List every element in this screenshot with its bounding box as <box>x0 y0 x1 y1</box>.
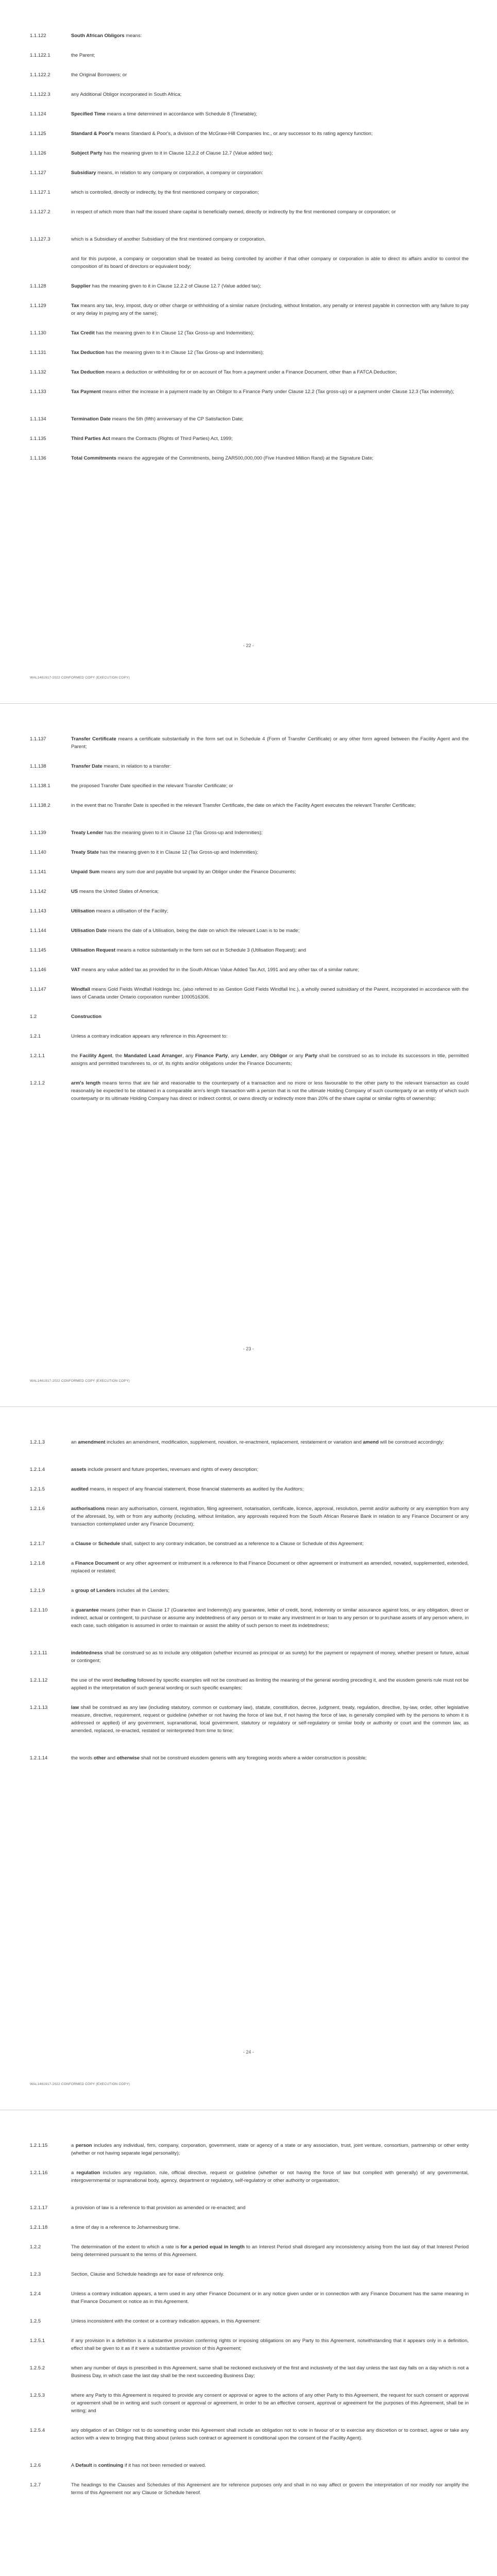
clause-text: if any provision in a definition is a substantive provision conferring rights or imposing obligations on any Party to this Agreement, notwithstanding that it appears only in a definition, effect shall be given to it as if it were a substantive provision of this Agreement; <box>71 2338 469 2351</box>
clause-text: Construction <box>71 1014 102 1020</box>
clause-text: Tax Credit has the meaning given to it in Clause 12 (Tax Gross-up and Indemnities); <box>71 330 254 336</box>
clause-text: the proposed Transfer Date specified in the relevant Transfer Certificate; or <box>71 783 233 789</box>
clause-number: 1.2.1.10 <box>30 1607 48 1613</box>
clause-text: VAT means any value added tax as provided for in the South African Value Added Tax Act, 1991 and any other tax of a similar nature; <box>71 967 359 973</box>
clause-text: any obligation of an Obligor not to do something under this Agreement shall include an obligation not to vote in favour of or to exercise any discretion or to contract, agree or take any action with a view to bringing that thing about (unless such contract or agreement is conditional upon the consent of the Facility Agent). <box>71 2428 469 2441</box>
clause-text: a regulation includes any regulation, rule, official directive, request or guideline (whether or not having the force of law but complied with generally) of any governmental, intergovernmental or supranational body, agency, department or regulatory, self-regulatory or other authority or organisation; <box>71 2170 469 2183</box>
clause-text: Unpaid Sum means any sum due and payable but unpaid by an Obligor under the Finance Documents; <box>71 869 296 875</box>
clause-text: A Default is continuing if it has not been remedied or waived. <box>71 2463 206 2468</box>
clause-number: 1.1.139 <box>30 830 46 836</box>
clause-text: assets include present and future properties, revenues and rights of every description; <box>71 1467 259 1472</box>
clause-number: 1.1.142 <box>30 889 46 894</box>
clause-number: 1.1.127.2 <box>30 209 50 215</box>
page-number: - 24 - <box>243 2049 254 2055</box>
page-number: - 22 - <box>243 643 254 648</box>
document-footer: WAL1461917-2022 CONFORMED COPY (EXECUTION COPY) <box>30 2082 130 2086</box>
clause-number: 1.1.125 <box>30 131 46 137</box>
clause-number: 1.2.1.13 <box>30 1705 48 1710</box>
clause-number: 1.1.144 <box>30 928 46 934</box>
clause-number: 1.2.5.3 <box>30 2393 45 2398</box>
clause-text: South African Obligors means: <box>71 33 142 39</box>
clause-number: 1.1.122.3 <box>30 92 50 97</box>
clause-text: Windfall means Gold Fields Windfall Holdings Inc. (also referred to as Gestion Gold Fields Windfall Inc.), a wholly owned subsidiary of the Parent, incorporated in accordance with the laws of Canada under Ontario corporation number 1000516306. <box>71 987 469 1000</box>
clause-number: 1.2.5.2 <box>30 2365 45 2371</box>
clause-number: 1.2.1 <box>30 1033 41 1039</box>
clause-number: 1.2.1.2 <box>30 1080 45 1086</box>
clause-text: Utilisation Date means the date of a Utilisation, being the date on which the relevant Loan is to be made; <box>71 928 300 934</box>
clause-number: 1.2.1.17 <box>30 2205 48 2211</box>
clause-number: 1.2.5.1 <box>30 2338 45 2344</box>
clause-text: a group of Lenders includes all the Lenders; <box>71 1588 170 1594</box>
clause-number: 1.1.127 <box>30 170 46 176</box>
clause-number: 1.1.127.1 <box>30 190 50 195</box>
clause-number: 1.2.1.1 <box>30 1053 45 1059</box>
clause-text: in the event that no Transfer Date is specified in the relevant Transfer Certificate, the date on which the Facility Agent executes the relevant Transfer Certificate; <box>71 803 416 808</box>
clause-text: any Additional Obligor incorporated in South Africa; <box>71 92 182 97</box>
clause-text: Tax Deduction means a deduction or withholding for or on account of Tax from a payment under a Finance Document, other than a FATCA Deduction; <box>71 369 397 375</box>
clause-number: 1.2.2 <box>30 2244 41 2250</box>
clause-number: 1.1.134 <box>30 416 46 422</box>
clause-text: a person includes any individual, firm, company, corporation, government, state or agency of a state or any association, trust, joint venture, consortium, partnership or other entity (whether or not having separate legal personality); <box>71 2143 469 2156</box>
clause-text: in respect of which more than half the issued share capital is beneficially owned, directly or indirectly by the first mentioned company or corporation; or <box>71 209 396 215</box>
document-page <box>0 703 497 1406</box>
clause-number: 1.1.130 <box>30 330 46 336</box>
clause-number: 1.1.122.1 <box>30 53 50 58</box>
document-page <box>0 0 497 703</box>
clause-text: a Finance Document or any other agreement or instrument is a reference to that Finance Document or other agreement or instrument as amended, novated, supplemented, extended, replaced or restated; <box>71 1561 469 1574</box>
clause-number: 1.1.140 <box>30 850 46 855</box>
clause-text: Tax means any tax, levy, impost, duty or other charge or withholding of a similar nature (including, without limitation, any penalty or interest payable in connection with any failure to pay or any delay in paying any of the same); <box>71 303 469 316</box>
clause-text: Unless inconsistent with the context or a contrary indication appears, in this Agreement: <box>71 2318 261 2324</box>
clause-text: Subject Party has the meaning given to it in Clause 12.2.2 of Clause 12.7 (Value added tax); <box>71 150 273 156</box>
clause-number: 1.2.7 <box>30 2482 41 2488</box>
clause-text: authorisations mean any authorisation, consent, registration, filing agreement, notarisation, certificate, licence, approval, resolution, permit and/or authority or any exemption from any of the aforesaid, by, with or from any authority (including, without limitation, any approvals required from the South African Reserve Bank in relation to any Finance Document or any transaction contemplated under any Finance Document); <box>71 1506 469 1527</box>
document-page <box>0 1406 497 2110</box>
clause-text: a guarantee means (other than in Clause 17 (Guarantee and Indemnity)) any guarantee, letter of credit, bond, indemnity or similar assurance against loss, or any obligation, direct or indirect, actual or contingent, to purchase or assume any indebtedness of any person or to make any investment in or loan to any person or to purchase assets of any person where, in each case, such obligation is assumed in order to maintain or assist the ability of such person to meet its indebtedness; <box>71 1607 469 1629</box>
clause-number: 1.2.1.7 <box>30 1541 45 1547</box>
clause-number: 1.2.1.15 <box>30 2143 48 2148</box>
clause-text: Total Commitments means the aggregate of the Commitments, being ZAR500,000,000 (Five Hundred Million Rand) at the Signature Date; <box>71 455 373 461</box>
clause-text: a Clause or Schedule shall, subject to any contrary indication, be construed as a reference to a Clause or Schedule of this Agreement; <box>71 1541 364 1547</box>
page-number: - 23 - <box>243 1346 254 1351</box>
clause-number: 1.2.1.9 <box>30 1588 45 1594</box>
page-divider <box>0 1406 497 1407</box>
clause-text: Subsidiary means, in relation to any company or corporation, a company or corporation: <box>71 170 263 176</box>
clause-text: an amendment includes an amendment, modification, supplement, novation, re-enactment, replacement, restatement or variation and amend will be construed accordingly; <box>71 1439 444 1445</box>
clause-text: US means the United States of America; <box>71 889 159 894</box>
clause-text: Termination Date means the 5th (fifth) anniversary of the CP Satisfaction Date; <box>71 416 244 422</box>
clause-number: 1.1.146 <box>30 967 46 973</box>
clause-text: the Facility Agent, the Mandated Lead Arranger, any Finance Party, any Lender, any Obligor or any Party shall be construed so as to include its successors in title, permitted assigns and permitted transferees to, or of, its rights and/or obligations under the Finance Documents; <box>71 1053 469 1066</box>
clause-number: 1.1.138.1 <box>30 783 50 789</box>
clause-number: 1.1.145 <box>30 947 46 953</box>
clause-text: when any number of days is prescribed in this Agreement, same shall be reckoned exclusively of the first and inclusively of the last day unless the last day falls on a day which is not a Business Day, in which case the last day shall be the next succeeding Business Day; <box>71 2365 469 2379</box>
clause-number: 1.2.3 <box>30 2272 41 2277</box>
clause-text: the use of the word including followed by specific examples will not be construed as limiting the meaning of the general wording preceding it, and the eiusdem generis rule must not be applied in the interpretation of such general wording or such specific examples; <box>71 1677 469 1691</box>
clause-text: Transfer Certificate means a certificate substantially in the form set out in Schedule 4 (Form of Transfer Certificate) or any other form agreed between the Facility Agent and the Parent; <box>71 736 469 750</box>
clause-number: 1.1.126 <box>30 150 46 156</box>
clause-text: Utilisation means a utilisation of the Facility; <box>71 908 168 914</box>
clause-number: 1.2.4 <box>30 2291 41 2297</box>
clause-number: 1.2.6 <box>30 2463 41 2468</box>
clause-text: the words other and otherwise shall not be construed eiusdem generis with any foregoing words where a wider construction is possible; <box>71 1755 367 1761</box>
clause-number: 1.1.131 <box>30 350 46 355</box>
clause-number: 1.1.129 <box>30 303 46 309</box>
clause-number: 1.2.5.4 <box>30 2428 45 2433</box>
clause-number: 1.1.136 <box>30 455 46 461</box>
clause-number: 1.1.138.2 <box>30 803 50 808</box>
clause-number: 1.1.128 <box>30 283 46 289</box>
clause-text: which is controlled, directly or indirectly, by the first mentioned company or corporation; <box>71 190 259 195</box>
document-footer: WAL1461917-2022 CONFORMED COPY (EXECUTION COPY) <box>30 1379 130 1383</box>
clause-number: 1.2.1.14 <box>30 1755 48 1761</box>
clause-number: 1.1.132 <box>30 369 46 375</box>
clause-text: indebtedness shall be construed so as to include any obligation (whether incurred as principal or as surety) for the payment or repayment of money, whether present or future, actual or contingent; <box>71 1650 469 1664</box>
clause-text: Third Parties Act means the Contracts (Rights of Third Parties) Act, 1999; <box>71 436 233 442</box>
clause-number: 1.1.137 <box>30 736 46 742</box>
clause-text: arm's length means terms that are fair and reasonable to the counterparty of a transaction and no more or less favourable to the other party to the relevant transaction as could reasonably be expected to be obtained in a comparable arm's length transaction with a person that is not the ultimate Holding Company of such counterparty or an entity of which such counterparty or its ultimate Holding Company has direct or indirect control, or owns directly or indirectly more than 20% of the share capital or similar rights of ownership; <box>71 1080 469 1101</box>
clause-number: 1.1.135 <box>30 436 46 442</box>
clause-number: 1.2.1.3 <box>30 1439 45 1445</box>
clause-text: Tax Payment means either the increase in a payment made by an Obligor to a Finance Party under Clause 12.2 (Tax gross-up) or a payment under Clause 12.3 (Tax indemnity); <box>71 389 454 395</box>
clause-text: Standard & Poor's means Standard & Poor's, a division of the McGraw-Hill Companies Inc., or any successor to its rating agency function; <box>71 131 373 137</box>
clause-text: a time of day is a reference to Johannesburg time. <box>71 2225 180 2230</box>
document-page <box>0 2110 497 2576</box>
clause-text: Tax Deduction has the meaning given to it in Clause 12 (Tax Gross-up and Indemnities); <box>71 350 264 355</box>
clause-text: Transfer Date means, in relation to a transfer: <box>71 764 172 769</box>
page-divider <box>0 703 497 704</box>
clause-text: the Parent; <box>71 53 95 58</box>
clause-number: 1.1.124 <box>30 111 46 117</box>
clause-number: 1.2.5 <box>30 2318 41 2324</box>
clause-number: 1.1.147 <box>30 987 46 992</box>
clause-text: audited means, in respect of any financial statement, those financial statements as audited by the Auditors; <box>71 1486 304 1492</box>
clause-text: Section, Clause and Schedule headings are for ease of reference only. <box>71 2272 225 2277</box>
clause-text: Treaty Lender has the meaning given to it in Clause 12 (Tax Gross-up and Indemnities); <box>71 830 263 836</box>
clause-number: 1.2.1.4 <box>30 1467 45 1472</box>
clause-number: 1.2.1.18 <box>30 2225 48 2230</box>
clause-text: law shall be construed as any law (including statutory, common or customary law), statute, constitution, decree, judgment, treaty, regulation, directive, by-law, order, other legislative measure, directive, requirement, request or guideline (whether or not having the force of law but, if not having the force of law, is generally complied with by the persons to whom it is addressed or applied) of any government, supranational, local government, statutory or regulatory or self-regulatory or similar body or authority or court and the common law, as amended, replaced, re-enacted, restated or reinterpreted from time to time; <box>71 1705 469 1734</box>
clause-number: 1.1.133 <box>30 389 46 395</box>
clause-text: the Original Borrowers; or <box>71 72 127 78</box>
clause-text: and for this purpose, a company or corporation shall be treated as being controlled by another if that other company or corporation is able to direct its affairs and/or to control the composition of its board of directors or equivalent body; <box>71 256 469 269</box>
document-footer: WAL1461917-2022 CONFORMED COPY (EXECUTION COPY) <box>30 676 130 680</box>
clause-text: The headings to the Clauses and Schedules of this Agreement are for reference purposes only and shall in no way affect or govern the interpretation of nor modify nor amplify the terms of this Agreement nor any Clause or Schedule hereof. <box>71 2482 469 2496</box>
clause-number: 1.2.1.16 <box>30 2170 48 2176</box>
clause-number: 1.2 <box>30 1014 37 1020</box>
clause-text: Supplier has the meaning given to it in Clause 12.2.2 of Clause 12.7 (Value added tax); <box>71 283 261 289</box>
clause-text: Unless a contrary indication appears any reference in this Agreement to: <box>71 1033 228 1039</box>
clause-text: The determination of the extent to which a rate is for a period equal in length to an Interest Period shall disregard any inconsistency arising from the last day of that Interest Period being determined pursuant to the terms of this Agreement. <box>71 2244 469 2258</box>
clause-number: 1.1.122.2 <box>30 72 50 78</box>
clause-number: 1.2.1.6 <box>30 1506 45 1512</box>
clause-number: 1.1.127.3 <box>30 236 50 242</box>
clause-number: 1.1.143 <box>30 908 46 914</box>
clause-text: which is a Subsidiary of another Subsidiary of the first mentioned company or corporation, <box>71 236 266 242</box>
clause-text: Utilisation Request means a notice substantially in the form set out in Schedule 3 (Utilisation Request); and <box>71 947 306 953</box>
clause-text: Treaty State has the meaning given to it in Clause 12 (Tax Gross-up and Indemnities); <box>71 850 259 855</box>
clause-text: Specified Time means a time determined in accordance with Schedule 8 (Timetable); <box>71 111 258 117</box>
clause-number: 1.2.1.11 <box>30 1650 47 1656</box>
clause-number: 1.2.1.12 <box>30 1677 48 1683</box>
clause-number: 1.1.122 <box>30 33 46 39</box>
clause-number: 1.1.141 <box>30 869 46 875</box>
clause-text: where any Party to this Agreement is required to provide any consent or approval or agree to the actions of any other Party to this Agreement, the request for such consent or approval or agreement shall be in writing and such consent or approval or agreement, in order to be an effective consent, approval or agreement for the purposes of this Agreement, shall be in writing; and <box>71 2393 469 2414</box>
clause-number: 1.2.1.5 <box>30 1486 45 1492</box>
clause-text: a provision of law is a reference to that provision as amended or re-enacted; and <box>71 2205 246 2211</box>
clause-number: 1.1.138 <box>30 764 46 769</box>
clause-number: 1.2.1.8 <box>30 1561 45 1566</box>
clause-text: Unless a contrary indication appears, a term used in any other Finance Document or in any notice given under or in connection with any Finance Document has the same meaning in that Finance Document or notice as in this Agreement. <box>71 2291 469 2304</box>
